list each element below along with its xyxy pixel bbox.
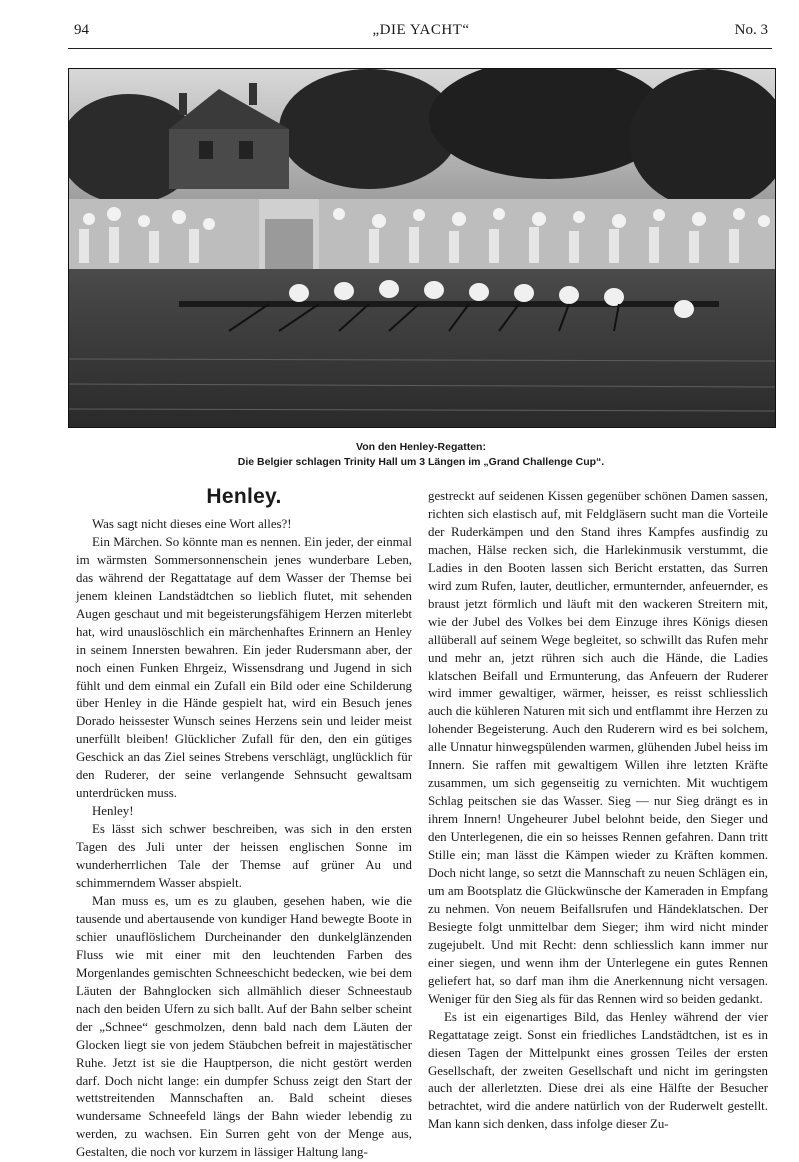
magazine-title: „DIE YACHT“: [372, 22, 470, 38]
regatta-photo: [68, 68, 776, 428]
paragraph: Es lässt sich schwer beschreiben, was sich in den ersten Tagen des Juli unter der heissen englischen Sonne im wunderherrlichen Tale der Themse auf grüner Au und schimmerndem Wasser abspielt.: [76, 822, 412, 891]
photo-caption: [68, 440, 774, 470]
paragraph: Man muss es, um es zu glauben, gesehen haben, wie die tausende und abertausende von kundiger Hand bewegte Boote in schier unauflöslichem Durcheinander den dunkelglänzenden Fluss wie mit einer mit den leuchtenden Farben des Morgenlandes gemischten Schneeschicht bedecken, wie bei dem Läuten der Bahnglocken sich allmählich dieser Schneestaub nach den beiden Ufern zu sich ballt. Auf der Bahn selber scheint der „Schnee“ geschmolzen, denn bald nach dem Läuten der Glocken liegt sie von jedem Stäubchen befreit in majestätischer Ruhe. Jetzt ist sie die Hauptperson, die nicht gestört werden darf. Doch nicht lange: ein dumpfer Schuss zeigt den Start der wettstreitenden Mannschaften an. Bald scheint dieses wundersame Schneefeld längs der Bahn wieder lebendig zu werden, zu wachsen. Ein Surren geht von der Menge aus, Gestalten, die noch vor kurzem in lässiger Haltung lang-: [76, 893, 412, 1160]
article-right-column: [428, 488, 768, 1134]
caption-line-1: Von den Henley-Regatten:: [356, 441, 486, 453]
article-left-column: [76, 485, 412, 1162]
paragraph: Ein Märchen. So könnte man es nennen. Ein jeder, der einmal im wärmsten Sommersonnenschein jenes wunderbare Leben, das während der Regattatage auf dem Wasser der Themse bei jenem kleinen Landstädtchen so lieblich flutet, mit sehenden Augen geschaut und mit begeisterungsfähigem Herzen miterlebt hat, wird unauslöschlich ein märchenhaftes Erinnern an Henley in seinem Innersten bewahren. Ein jeder Rudersmann aber, der noch einen Funken Ehrgeiz, Wissensdrang und Jugend in sich fühlt und dem einmal ein Zufall ein Bild oder eine Schilderung über Henley in die Hände gespielt hat, wird ein Besuch jenes Dorado heissester Wunsch seines Herzens sein und leider meist unerfüllt bleiben! Glücklicher Zufall für den, den ein gütiges Geschick an das Ziel seines Strebens verschlägt, unglücklich für den Ruderer, der seine verlangende Sehnsucht gewaltsam unterdrücken muss.: [76, 534, 412, 801]
paragraph: Was sagt nicht dieses eine Wort alles?!: [92, 516, 292, 531]
paragraph: Henley!: [92, 804, 134, 819]
paragraph: gestreckt auf seidenen Kissen gegenüber schönen Damen sassen, richten sich elastisch auf, mit Feldgläsern sucht man die Vorteile der Ruderkämpen und den Stand ihres Kampfes ausfindig zu machen, Hälse recken sich, die Harlekinmusik verstummt, die Ladies in den Booten lassen sich Bericht erstatten, das Surren wird zum Rufen, lauter, deutlicher, ermunternder, anfeuernder, es braust jetzt förmlich und läuft mit den wackeren Streitern mit, wie der Jubel des Volkes bei dem Einzuge ihres Königs diesen allüberall auf seinem Wege begleitet, so schwillt das Rufen mehr und mehr an, jetzt rühren sich auch die Hände, die Ladies klatschen Beifall und Ermunterung, das Anfeuern der Ruderer wird immer gewaltiger, wärmer, heisser, es reisst schliesslich auch die kühleren Naturen mit sich und entflammt ihre Herzen zu lohender Begeisterung. Auch den Ruderern wird es bei solchem, alle Unnatur hinwegspülenden warmen, glühenden Jubel heiss im Innern. Sie raffen mit gewaltigem Willen ihre letzten Kräfte zusammen, um sich gegenseitig zu vernichten. Mit wuchtigem Schlag peitschen sie das Wasser. Sieg — nur Sieg drängt es in ihrem Innern! Ungeheurer Jubel belohnt beide, den Sieger und den Unterlegenen, die ein so heisses Rennen gefahren. Dann tritt Stille ein; man lässt die Kämpen wieder zu Kräften kommen. Doch nicht lange, so setzt die Mannschaft zu neuen Schlägen ein, um am Bootsplatz die Glückwünsche der Kameraden in Empfang zu nehmen. Von neuem Beifallsrufen und Händeklatschen. Der Besiegte folgt unmittelbar dem Sieger; ihm wird nicht minder zugejubelt. Und mit Recht: denn schliesslich kann immer nur einer siegen, und wenn ihm der Unterlegene ein gutes Rennen geliefert hat, so darf man ihm die Anerkennung nicht versagen. Weniger für den Sieg als für das Rennen wird so beiden gedankt.: [428, 489, 768, 1006]
paragraph: Es ist ein eigenartiges Bild, das Henley während der vier Regattatage zeigt. Sonst ein friedliches Landstädtchen, ist es in diesen Tagen der Mittelpunkt eines grossen Teiles der ersten Gesellschaft, der zweiten Gesellschaft und nicht im geringsten auch der allerletzten. Diese drei als eine Hälfte der Besucher betrachtet, wird die andere natürlich von der Ruderwelt gestellt. Man kann sich denken, dass infolge dieser Zu-: [428, 1009, 768, 1132]
issue-number: No. 3: [734, 22, 768, 38]
rowing-regatta-photo-icon: [69, 69, 775, 427]
caption-line-2: Die Belgier schlagen Trinity Hall um 3 Längen im „Grand Challenge Cup“.: [237, 456, 605, 468]
page-header: [74, 22, 768, 44]
header-rule: [68, 48, 772, 49]
article-title: Henley.: [206, 485, 282, 508]
page-number: 94: [74, 22, 89, 38]
